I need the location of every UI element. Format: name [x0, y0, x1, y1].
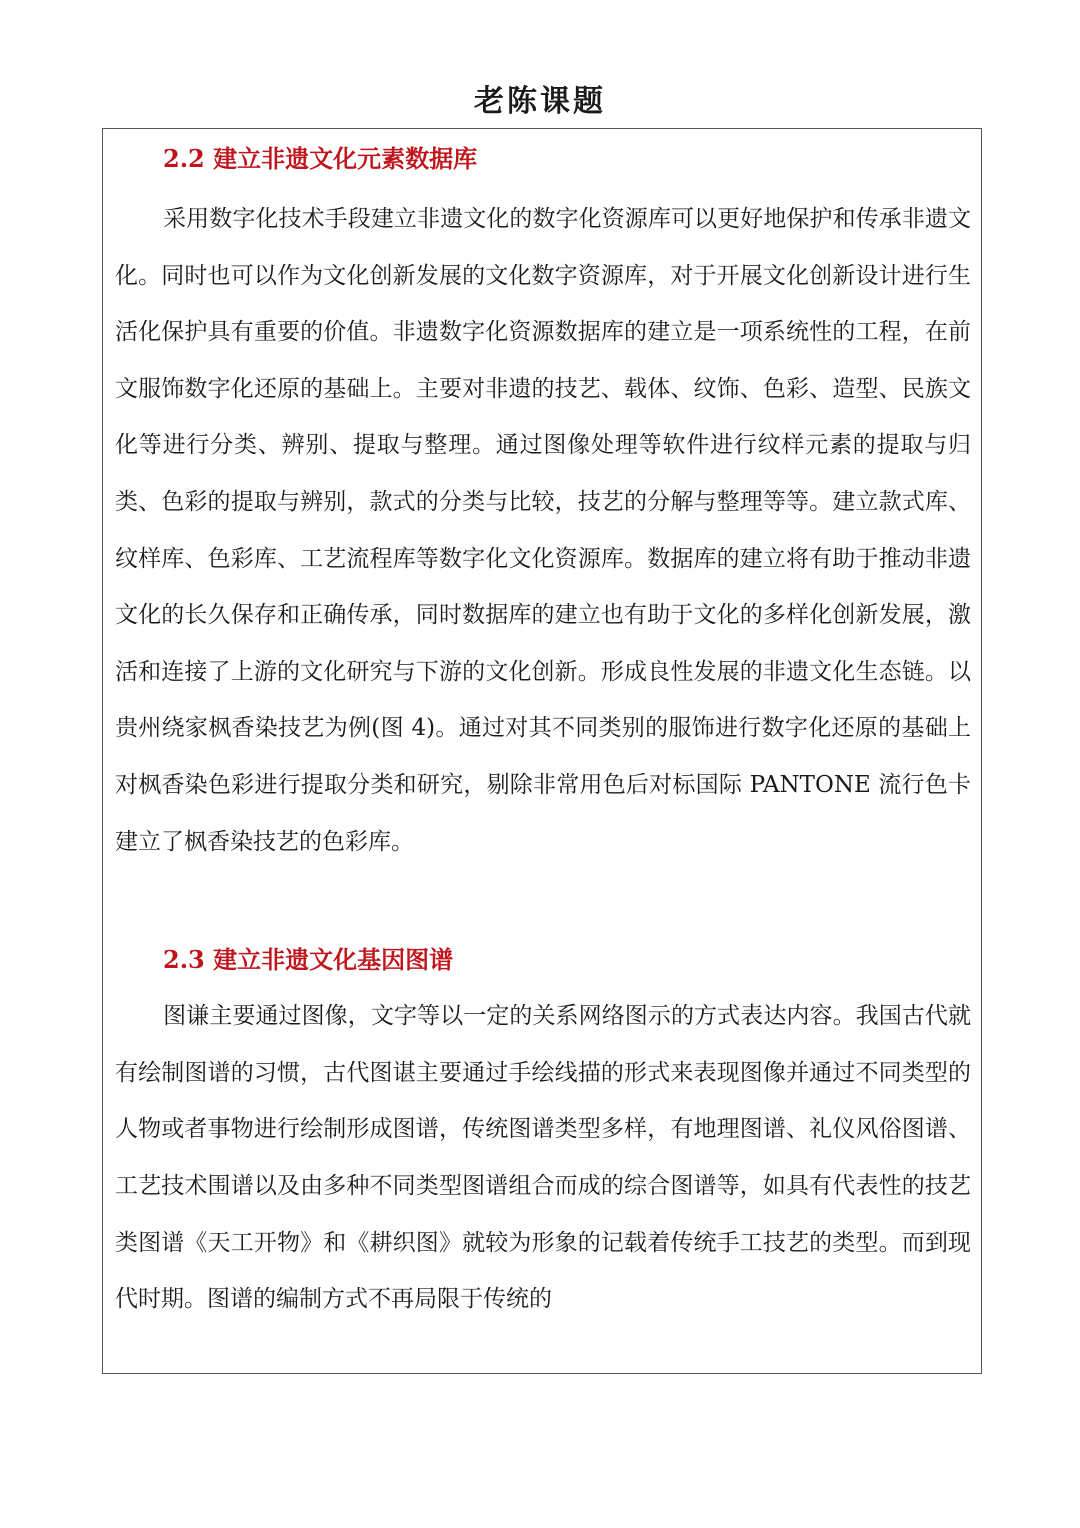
page-title: 老陈课题 — [474, 84, 606, 119]
section-heading-2-2: 2.2 建立非遗文化元素数据库 — [163, 144, 478, 173]
section-heading-2-3: 2.3 建立非遗文化基因图谱 — [163, 945, 454, 975]
document-body — [115, 129, 971, 1328]
section-spacer — [115, 870, 971, 944]
section-body-2-2 — [115, 191, 971, 870]
section-body-2-2-text: 采用数字化技术手段建立非遗文化的数字化资源库可以更好地保护和传承非遗文化。同时也可以作为文化创新发展的文化数字资源库，对于开展文化创新设计进行生活化保护具有重要的价值。非遗数字化资源数据库的建立是一项系统性的工程，在前文服饰数字化还原的基础上。主要对非遗的技艺、载体、纹饰、色彩、造型、民族文化等进行分类、辨别、提取与整理。通过图像处理等软件进行纹样元素的提取与归类、色彩的提取与辨别，款式的分类与比较，技艺的分解与整理等等。建立款式库、纹样库、色彩库、工艺流程库等数字化文化资源库。数据库的建立将有助于推动非遗文化的长久保存和正确传承，同时数据库的建立也有助于文化的多样化创新发展，激活和连接了上游的文化研究与下游的文化创新。形成良性发展的非遗文化生态链。以贵州绕家枫香染技艺为例(图 4)。通过对其不同类别的服饰进行数字化还原的基础上对枫香染色彩进行提取分类和研究，剔除非常用色后对标国际 PANTONE 流行色卡建立了枫香染技艺的色彩库。 — [115, 206, 971, 855]
content-frame — [102, 128, 982, 1374]
section-body-2-3-text: 图谦主要通过图像，文字等以一定的关系网络图示的方式表达内容。我国古代就有绘制图谱的习惯，古代图谌主要通过手绘线描的形式来表现图像并通过不同类型的人物或者事物进行绘制形成图谱，传统图谱类型多样，有地理图谱、礼仪风俗图谱、工艺技术围谱以及由多种不同类型图谱组合而成的综合图谱等，如具有代表性的技艺类图谱《天工开物》和《耕织图》就较为形象的记载着传统手工技艺的类型。而到现代时期。图谱的编制方式不再局限于传统的 — [115, 1003, 971, 1313]
section-body-2-3 — [115, 988, 971, 1328]
